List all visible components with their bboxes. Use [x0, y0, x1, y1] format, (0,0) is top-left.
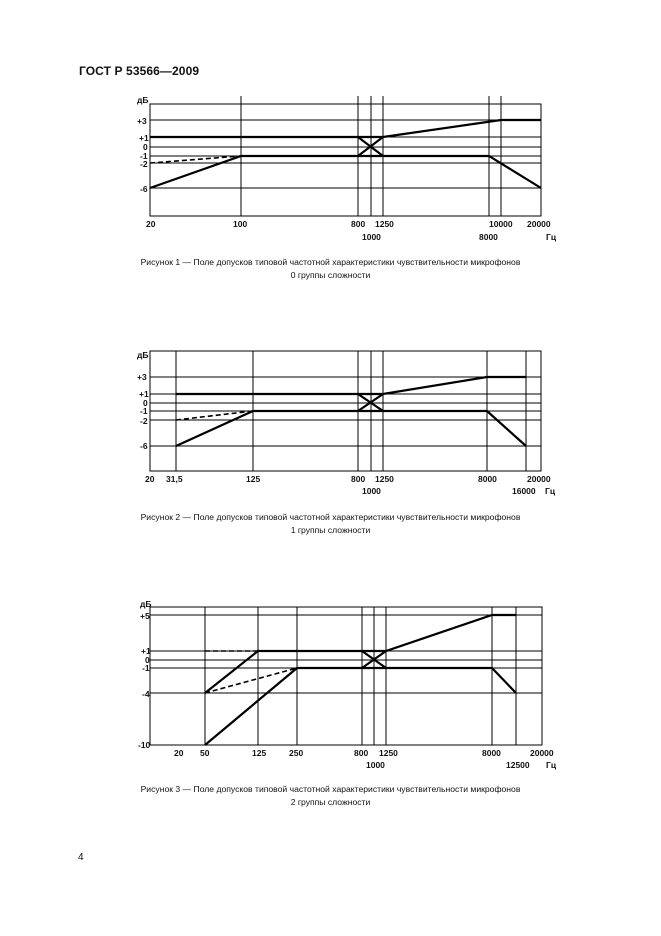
grid-lines	[150, 607, 542, 745]
x-unit-label: Гц	[546, 760, 557, 770]
y-tick-label: -1	[140, 406, 148, 416]
caption-line: Рисунок 2 — Поле допусков типовой частотной характеристики чувствительности микрофонов	[140, 512, 521, 522]
y-tick-label: -10	[138, 740, 151, 750]
chart-frame	[150, 607, 542, 745]
x-tick-label: 20000	[527, 219, 551, 229]
y-tick-label: -4	[142, 689, 150, 699]
x-tick-label: 20	[145, 474, 155, 484]
y-tick-label: -1	[140, 151, 148, 161]
y-tick-label: +3	[137, 116, 147, 126]
x-tick-label: 20	[174, 748, 184, 758]
x-tick-label: 1000	[366, 760, 385, 770]
y-tick-label: -1	[142, 663, 150, 673]
x-tick-label: 50	[200, 748, 210, 758]
y-tick-label: -6	[140, 184, 148, 194]
y-tick-label: +1	[139, 133, 149, 143]
x-tick-label: 800	[351, 474, 366, 484]
x-tick-label: 31,5	[166, 474, 183, 484]
y-tick-label: +5	[140, 611, 150, 621]
y-unit-label: дБ	[137, 350, 149, 360]
y-tick-label: 0	[143, 398, 148, 408]
caption-line: Рисунок 1 — Поле допусков типовой частотной характеристики чувствительности микрофонов	[140, 257, 521, 267]
y-unit-label: дБ	[137, 95, 149, 105]
x-tick-label: 12500	[506, 760, 530, 770]
x-tick-label: 250	[289, 748, 304, 758]
y-tick-label: +1	[141, 646, 151, 656]
caption-line: 0 группы сложности	[290, 270, 371, 280]
y-tick-label: +1	[139, 389, 149, 399]
x-tick-label: 1000	[362, 232, 381, 242]
x-tick-label: 125	[246, 474, 261, 484]
document-header: ГОСТ Р 53566—2009	[79, 64, 200, 78]
caption-line: Рисунок 3 — Поле допусков типовой частотной характеристики чувствительности микрофонов	[140, 784, 521, 794]
caption-line: 2 группы сложности	[290, 797, 371, 807]
x-tick-label: 16000	[512, 486, 536, 496]
x-unit-label: Гц	[545, 486, 556, 496]
y-tick-label: 0	[143, 142, 148, 152]
y-tick-label: -2	[140, 416, 148, 426]
caption-line: 1 группы сложности	[290, 525, 371, 535]
y-unit-label: дБ	[140, 599, 152, 609]
x-tick-label: 1250	[375, 474, 394, 484]
x-tick-label: 100	[233, 219, 248, 229]
y-tick-label: -6	[140, 441, 148, 451]
y-tick-label: +3	[137, 372, 147, 382]
y-tick-label: -2	[140, 159, 148, 169]
x-tick-label: 20000	[527, 474, 551, 484]
x-tick-label: 8000	[482, 748, 501, 758]
x-tick-label: 800	[351, 219, 366, 229]
x-tick-label: 8000	[478, 474, 497, 484]
x-tick-label: 20	[146, 219, 156, 229]
x-tick-label: 10000	[489, 219, 513, 229]
x-tick-label: 800	[354, 748, 369, 758]
y-tick-label: 0	[145, 655, 150, 665]
x-tick-label: 8000	[479, 232, 498, 242]
x-tick-label: 20000	[530, 748, 554, 758]
x-tick-label: 1000	[362, 486, 381, 496]
x-tick-label: 1250	[379, 748, 398, 758]
x-unit-label: Гц	[546, 232, 557, 242]
figure-caption	[0, 783, 661, 809]
x-tick-label: 1250	[375, 219, 394, 229]
x-tick-label: 125	[252, 748, 267, 758]
page-number: 4	[78, 852, 84, 863]
